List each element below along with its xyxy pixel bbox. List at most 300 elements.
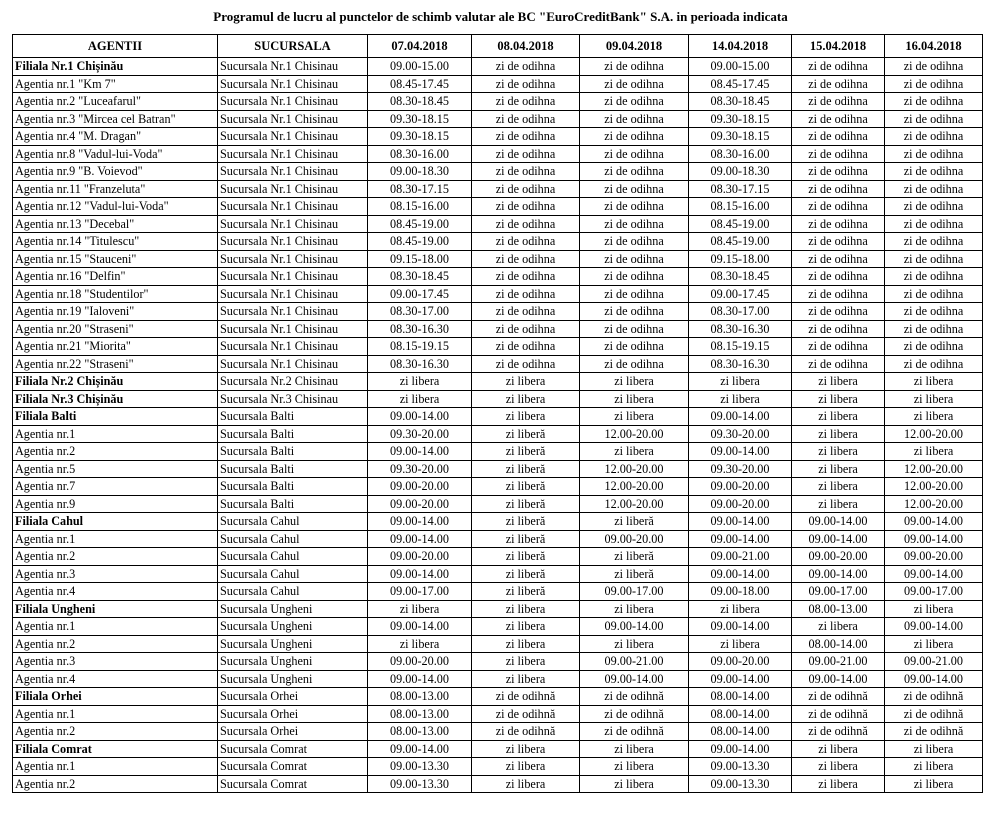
schedule-cell: 08.30-18.45 bbox=[368, 268, 472, 286]
table-row bbox=[13, 530, 983, 548]
schedule-cell: 09.00-20.00 bbox=[368, 653, 472, 671]
schedule-cell: zi de odihna bbox=[792, 198, 885, 216]
schedule-cell: 09.00-20.00 bbox=[689, 495, 792, 513]
table-row bbox=[13, 618, 983, 636]
schedule-cell: zi de odihna bbox=[792, 75, 885, 93]
schedule-table bbox=[12, 34, 983, 793]
schedule-cell: zi de odihna bbox=[472, 198, 580, 216]
schedule-cell: zi de odihna bbox=[792, 145, 885, 163]
schedule-cell: zi libera bbox=[792, 390, 885, 408]
schedule-cell: zi de odihnă bbox=[580, 705, 689, 723]
table-row bbox=[13, 58, 983, 76]
schedule-cell: zi libera bbox=[885, 600, 983, 618]
schedule-cell: 09.00-14.00 bbox=[689, 565, 792, 583]
schedule-cell: zi de odihna bbox=[472, 355, 580, 373]
schedule-cell: 09.00-14.00 bbox=[368, 513, 472, 531]
schedule-cell: 09.00-18.30 bbox=[368, 163, 472, 181]
schedule-cell: 08.30-16.30 bbox=[689, 320, 792, 338]
schedule-cell: zi libera bbox=[472, 635, 580, 653]
schedule-cell: 09.30-20.00 bbox=[689, 425, 792, 443]
schedule-cell: zi de odihna bbox=[580, 163, 689, 181]
schedule-cell: 09.30-18.15 bbox=[689, 110, 792, 128]
schedule-cell: zi de odihna bbox=[580, 285, 689, 303]
schedule-cell: zi liberă bbox=[472, 478, 580, 496]
schedule-cell: zi libera bbox=[472, 670, 580, 688]
branch-cell: Sucursala Nr.1 Chisinau bbox=[218, 250, 368, 268]
schedule-cell: 08.15-16.00 bbox=[368, 198, 472, 216]
branch-cell: Sucursala Nr.1 Chisinau bbox=[218, 285, 368, 303]
column-header-date: 07.04.2018 bbox=[368, 35, 472, 58]
table-row bbox=[13, 775, 983, 793]
table-row bbox=[13, 513, 983, 531]
schedule-cell: 09.00-14.00 bbox=[368, 530, 472, 548]
branch-cell: Sucursala Nr.1 Chisinau bbox=[218, 163, 368, 181]
schedule-cell: zi de odihna bbox=[472, 338, 580, 356]
agent-name-cell: Agentia nr.14 "Titulescu" bbox=[13, 233, 218, 251]
schedule-cell: 09.00-17.00 bbox=[885, 583, 983, 601]
branch-cell: Sucursala Ungheni bbox=[218, 670, 368, 688]
agent-name-cell: Agentia nr.11 "Franzeluta" bbox=[13, 180, 218, 198]
agent-name-cell: Agentia nr.2 bbox=[13, 443, 218, 461]
schedule-cell: 08.45-19.00 bbox=[689, 215, 792, 233]
schedule-cell: zi de odihna bbox=[580, 268, 689, 286]
schedule-cell: zi de odihna bbox=[792, 163, 885, 181]
agent-name-cell: Agentia nr.4 "M. Dragan" bbox=[13, 128, 218, 146]
schedule-cell: zi libera bbox=[580, 758, 689, 776]
agent-name-cell: Agentia nr.1 bbox=[13, 705, 218, 723]
agent-name-cell: Agentia nr.1 bbox=[13, 758, 218, 776]
schedule-cell: 08.00-14.00 bbox=[792, 635, 885, 653]
table-row bbox=[13, 425, 983, 443]
schedule-cell: zi de odihna bbox=[580, 128, 689, 146]
schedule-cell: zi libera bbox=[368, 390, 472, 408]
schedule-cell: zi de odihna bbox=[472, 128, 580, 146]
agent-name-cell: Agentia nr.1 bbox=[13, 530, 218, 548]
branch-cell: Sucursala Nr.3 Chisinau bbox=[218, 390, 368, 408]
schedule-cell: 09.00-14.00 bbox=[885, 670, 983, 688]
branch-cell: Sucursala Balti bbox=[218, 425, 368, 443]
schedule-cell: zi de odihna bbox=[792, 128, 885, 146]
schedule-cell: zi de odihnă bbox=[472, 688, 580, 706]
schedule-cell: zi libera bbox=[368, 600, 472, 618]
agent-name-cell: Agentia nr.2 bbox=[13, 775, 218, 793]
agent-name-cell: Agentia nr.2 bbox=[13, 548, 218, 566]
schedule-cell: 09.30-20.00 bbox=[368, 460, 472, 478]
schedule-cell: zi de odihna bbox=[472, 75, 580, 93]
schedule-cell: 08.15-16.00 bbox=[689, 198, 792, 216]
branch-cell: Sucursala Nr.1 Chisinau bbox=[218, 233, 368, 251]
table-row bbox=[13, 705, 983, 723]
schedule-cell: 09.00-17.45 bbox=[689, 285, 792, 303]
schedule-cell: zi libera bbox=[580, 373, 689, 391]
schedule-cell: zi de odihna bbox=[472, 163, 580, 181]
schedule-cell: 08.30-17.15 bbox=[689, 180, 792, 198]
schedule-cell: 09.00-20.00 bbox=[368, 478, 472, 496]
table-row bbox=[13, 250, 983, 268]
schedule-cell: zi de odihnă bbox=[885, 705, 983, 723]
schedule-cell: zi de odihna bbox=[792, 338, 885, 356]
table-row bbox=[13, 145, 983, 163]
schedule-cell: 08.00-14.00 bbox=[689, 705, 792, 723]
branch-cell: Sucursala Ungheni bbox=[218, 600, 368, 618]
agent-name-cell: Agentia nr.1 bbox=[13, 618, 218, 636]
branch-cell: Sucursala Nr.1 Chisinau bbox=[218, 75, 368, 93]
table-row bbox=[13, 373, 983, 391]
agent-name-cell: Agentia nr.21 "Miorita" bbox=[13, 338, 218, 356]
schedule-cell: 09.00-14.00 bbox=[368, 408, 472, 426]
schedule-cell: zi de odihnă bbox=[792, 705, 885, 723]
schedule-cell: 08.00-13.00 bbox=[368, 705, 472, 723]
schedule-cell: 09.00-14.00 bbox=[689, 443, 792, 461]
schedule-cell: 09.00-14.00 bbox=[580, 670, 689, 688]
schedule-cell: 08.30-18.45 bbox=[689, 268, 792, 286]
column-header-sucursala: SUCURSALA bbox=[218, 35, 368, 58]
schedule-cell: 09.00-21.00 bbox=[885, 653, 983, 671]
schedule-cell: zi de odihna bbox=[885, 233, 983, 251]
schedule-cell: zi libera bbox=[472, 758, 580, 776]
schedule-cell: zi de odihna bbox=[580, 355, 689, 373]
schedule-cell: zi de odihna bbox=[885, 58, 983, 76]
table-row bbox=[13, 583, 983, 601]
schedule-cell: zi de odihna bbox=[472, 215, 580, 233]
table-row bbox=[13, 670, 983, 688]
schedule-cell: zi de odihna bbox=[580, 110, 689, 128]
schedule-cell: 09.00-14.00 bbox=[368, 443, 472, 461]
schedule-cell: zi de odihna bbox=[792, 320, 885, 338]
schedule-cell: zi de odihnă bbox=[792, 723, 885, 741]
schedule-cell: 09.30-18.15 bbox=[368, 128, 472, 146]
schedule-cell: zi de odihna bbox=[792, 233, 885, 251]
schedule-cell: 09.00-21.00 bbox=[792, 653, 885, 671]
document-title: Programul de lucru al punctelor de schimb valutar ale BC "EuroCreditBank" S.A. in perioada indicata bbox=[213, 9, 788, 24]
schedule-cell: 12.00-20.00 bbox=[580, 495, 689, 513]
agent-name-cell: Filiala Nr.1 Chișinău bbox=[13, 58, 218, 76]
schedule-cell: zi libera bbox=[580, 408, 689, 426]
branch-cell: Sucursala Nr.1 Chisinau bbox=[218, 303, 368, 321]
schedule-cell: zi de odihna bbox=[580, 233, 689, 251]
branch-cell: Sucursala Cahul bbox=[218, 583, 368, 601]
schedule-cell: 09.00-18.00 bbox=[689, 583, 792, 601]
table-row bbox=[13, 653, 983, 671]
table-row bbox=[13, 758, 983, 776]
schedule-cell: zi libera bbox=[472, 618, 580, 636]
agent-name-cell: Agentia nr.2 bbox=[13, 635, 218, 653]
agent-name-cell: Agentia nr.2 bbox=[13, 723, 218, 741]
agent-name-cell: Agentia nr.1 bbox=[13, 425, 218, 443]
agent-name-cell: Agentia nr.9 "B. Voievod" bbox=[13, 163, 218, 181]
schedule-cell: zi de odihna bbox=[792, 180, 885, 198]
agent-name-cell: Filiala Comrat bbox=[13, 740, 218, 758]
table-row bbox=[13, 600, 983, 618]
schedule-cell: zi de odihna bbox=[472, 145, 580, 163]
schedule-cell: zi libera bbox=[885, 775, 983, 793]
schedule-cell: zi de odihna bbox=[580, 198, 689, 216]
schedule-cell: zi liberă bbox=[472, 548, 580, 566]
schedule-cell: zi de odihna bbox=[580, 145, 689, 163]
schedule-cell: zi de odihna bbox=[472, 93, 580, 111]
agent-name-cell: Agentia nr.4 bbox=[13, 583, 218, 601]
schedule-cell: zi libera bbox=[792, 460, 885, 478]
schedule-cell: zi libera bbox=[792, 408, 885, 426]
schedule-cell: zi libera bbox=[792, 618, 885, 636]
schedule-cell: zi de odihna bbox=[885, 110, 983, 128]
table-row bbox=[13, 75, 983, 93]
schedule-cell: zi liberă bbox=[472, 443, 580, 461]
agent-name-cell: Filiala Nr.2 Chișinău bbox=[13, 373, 218, 391]
table-row bbox=[13, 180, 983, 198]
schedule-cell: 09.00-15.00 bbox=[368, 58, 472, 76]
schedule-cell: 08.45-17.45 bbox=[368, 75, 472, 93]
agent-name-cell: Agentia nr.5 bbox=[13, 460, 218, 478]
schedule-cell: zi de odihna bbox=[580, 303, 689, 321]
schedule-cell: zi de odihna bbox=[885, 250, 983, 268]
schedule-cell: 09.00-13.30 bbox=[368, 758, 472, 776]
branch-cell: Sucursala Ungheni bbox=[218, 653, 368, 671]
agent-name-cell: Agentia nr.18 "Studentilor" bbox=[13, 285, 218, 303]
schedule-cell: 09.00-14.00 bbox=[885, 513, 983, 531]
schedule-cell: zi liberă bbox=[472, 583, 580, 601]
schedule-cell: zi de odihna bbox=[885, 303, 983, 321]
schedule-cell: zi libera bbox=[472, 390, 580, 408]
table-row bbox=[13, 233, 983, 251]
schedule-cell: zi de odihna bbox=[792, 215, 885, 233]
table-row bbox=[13, 740, 983, 758]
schedule-cell: 12.00-20.00 bbox=[885, 495, 983, 513]
schedule-cell: zi de odihna bbox=[885, 180, 983, 198]
column-header-date: 08.04.2018 bbox=[472, 35, 580, 58]
schedule-body bbox=[13, 58, 983, 793]
schedule-cell: 12.00-20.00 bbox=[885, 425, 983, 443]
schedule-cell: 08.00-13.00 bbox=[368, 688, 472, 706]
schedule-cell: 12.00-20.00 bbox=[885, 460, 983, 478]
schedule-cell: zi libera bbox=[472, 775, 580, 793]
branch-cell: Sucursala Nr.1 Chisinau bbox=[218, 110, 368, 128]
branch-cell: Sucursala Comrat bbox=[218, 740, 368, 758]
column-header-date: 16.04.2018 bbox=[885, 35, 983, 58]
schedule-cell: zi libera bbox=[689, 600, 792, 618]
schedule-cell: zi de odihna bbox=[580, 320, 689, 338]
schedule-cell: 09.00-20.00 bbox=[792, 548, 885, 566]
schedule-cell: zi liberă bbox=[580, 548, 689, 566]
schedule-cell: 08.15-19.15 bbox=[368, 338, 472, 356]
schedule-cell: zi de odihna bbox=[792, 268, 885, 286]
schedule-cell: 09.00-18.30 bbox=[689, 163, 792, 181]
schedule-cell: zi de odihna bbox=[580, 250, 689, 268]
branch-cell: Sucursala Orhei bbox=[218, 688, 368, 706]
schedule-cell: 09.00-14.00 bbox=[885, 618, 983, 636]
branch-cell: Sucursala Ungheni bbox=[218, 635, 368, 653]
schedule-cell: 09.15-18.00 bbox=[368, 250, 472, 268]
branch-cell: Sucursala Comrat bbox=[218, 758, 368, 776]
schedule-cell: zi de odihna bbox=[885, 285, 983, 303]
schedule-cell: 08.15-19.15 bbox=[689, 338, 792, 356]
schedule-cell: zi de odihna bbox=[580, 338, 689, 356]
agent-name-cell: Agentia nr.22 "Straseni" bbox=[13, 355, 218, 373]
branch-cell: Sucursala Comrat bbox=[218, 775, 368, 793]
schedule-cell: zi libera bbox=[885, 408, 983, 426]
schedule-cell: zi liberă bbox=[580, 513, 689, 531]
schedule-cell: zi liberă bbox=[472, 460, 580, 478]
agent-name-cell: Agentia nr.3 bbox=[13, 653, 218, 671]
branch-cell: Sucursala Cahul bbox=[218, 513, 368, 531]
agent-name-cell: Filiala Cahul bbox=[13, 513, 218, 531]
branch-cell: Sucursala Ungheni bbox=[218, 618, 368, 636]
branch-cell: Sucursala Orhei bbox=[218, 705, 368, 723]
schedule-cell: zi de odihna bbox=[472, 303, 580, 321]
branch-cell: Sucursala Nr.1 Chisinau bbox=[218, 320, 368, 338]
schedule-cell: zi liberă bbox=[472, 530, 580, 548]
schedule-cell: zi de odihna bbox=[792, 355, 885, 373]
schedule-cell: zi de odihna bbox=[885, 75, 983, 93]
schedule-cell: 09.00-14.00 bbox=[689, 530, 792, 548]
branch-cell: Sucursala Nr.1 Chisinau bbox=[218, 128, 368, 146]
schedule-cell: 09.00-17.00 bbox=[368, 583, 472, 601]
schedule-cell: 09.00-20.00 bbox=[580, 530, 689, 548]
schedule-cell: zi libera bbox=[792, 758, 885, 776]
schedule-cell: zi de odihna bbox=[885, 145, 983, 163]
schedule-cell: zi liberă bbox=[580, 565, 689, 583]
schedule-cell: 09.00-13.30 bbox=[689, 775, 792, 793]
schedule-cell: zi liberă bbox=[472, 565, 580, 583]
schedule-cell: zi libera bbox=[885, 390, 983, 408]
schedule-cell: 09.00-20.00 bbox=[689, 478, 792, 496]
schedule-cell: 08.30-17.15 bbox=[368, 180, 472, 198]
table-row bbox=[13, 548, 983, 566]
table-row bbox=[13, 128, 983, 146]
schedule-cell: zi libera bbox=[472, 740, 580, 758]
schedule-cell: zi de odihnă bbox=[885, 723, 983, 741]
schedule-cell: zi libera bbox=[792, 425, 885, 443]
schedule-cell: zi de odihna bbox=[472, 180, 580, 198]
schedule-cell: zi de odihna bbox=[472, 268, 580, 286]
schedule-cell: zi de odihna bbox=[792, 58, 885, 76]
table-row bbox=[13, 723, 983, 741]
agent-name-cell: Agentia nr.4 bbox=[13, 670, 218, 688]
schedule-cell: zi libera bbox=[792, 443, 885, 461]
branch-cell: Sucursala Orhei bbox=[218, 723, 368, 741]
agent-name-cell: Agentia nr.16 "Delfin" bbox=[13, 268, 218, 286]
table-row bbox=[13, 408, 983, 426]
schedule-cell: 09.00-14.00 bbox=[689, 670, 792, 688]
schedule-cell: zi de odihna bbox=[885, 163, 983, 181]
schedule-cell: zi libera bbox=[792, 740, 885, 758]
schedule-cell: 08.45-19.00 bbox=[689, 233, 792, 251]
schedule-cell: 09.00-14.00 bbox=[689, 740, 792, 758]
schedule-cell: 09.00-13.30 bbox=[368, 775, 472, 793]
schedule-cell: 09.00-17.00 bbox=[792, 583, 885, 601]
schedule-cell: zi de odihna bbox=[885, 128, 983, 146]
branch-cell: Sucursala Cahul bbox=[218, 548, 368, 566]
schedule-cell: 08.30-17.00 bbox=[368, 303, 472, 321]
schedule-cell: zi libera bbox=[472, 653, 580, 671]
branch-cell: Sucursala Nr.2 Chisinau bbox=[218, 373, 368, 391]
schedule-cell: zi libera bbox=[885, 758, 983, 776]
schedule-cell: zi de odihnă bbox=[580, 688, 689, 706]
agent-name-cell: Filiala Nr.3 Chișinău bbox=[13, 390, 218, 408]
branch-cell: Sucursala Nr.1 Chisinau bbox=[218, 58, 368, 76]
schedule-cell: zi de odihna bbox=[792, 303, 885, 321]
schedule-cell: zi de odihna bbox=[885, 215, 983, 233]
schedule-cell: 08.30-16.00 bbox=[689, 145, 792, 163]
table-row bbox=[13, 285, 983, 303]
schedule-cell: 09.30-20.00 bbox=[368, 425, 472, 443]
branch-cell: Sucursala Nr.1 Chisinau bbox=[218, 145, 368, 163]
schedule-cell: zi libera bbox=[689, 635, 792, 653]
schedule-cell: zi de odihnă bbox=[885, 688, 983, 706]
table-row bbox=[13, 495, 983, 513]
schedule-cell: 09.15-18.00 bbox=[689, 250, 792, 268]
schedule-cell: 08.30-16.30 bbox=[689, 355, 792, 373]
schedule-cell: 09.00-20.00 bbox=[885, 548, 983, 566]
branch-cell: Sucursala Balti bbox=[218, 495, 368, 513]
column-header-date: 15.04.2018 bbox=[792, 35, 885, 58]
table-row bbox=[13, 635, 983, 653]
branch-cell: Sucursala Balti bbox=[218, 460, 368, 478]
branch-cell: Sucursala Nr.1 Chisinau bbox=[218, 180, 368, 198]
agent-name-cell: Agentia nr.3 bbox=[13, 565, 218, 583]
schedule-cell: zi de odihna bbox=[472, 233, 580, 251]
schedule-cell: 09.00-14.00 bbox=[368, 740, 472, 758]
schedule-cell: zi libera bbox=[368, 635, 472, 653]
agent-name-cell: Agentia nr.13 "Decebal" bbox=[13, 215, 218, 233]
schedule-cell: zi de odihnă bbox=[580, 723, 689, 741]
schedule-cell: 09.00-13.30 bbox=[689, 758, 792, 776]
branch-cell: Sucursala Nr.1 Chisinau bbox=[218, 215, 368, 233]
branch-cell: Sucursala Nr.1 Chisinau bbox=[218, 268, 368, 286]
schedule-cell: zi de odihna bbox=[885, 198, 983, 216]
schedule-cell: zi de odihna bbox=[792, 250, 885, 268]
agent-name-cell: Agentia nr.2 "Luceafarul" bbox=[13, 93, 218, 111]
schedule-cell: 08.00-14.00 bbox=[689, 688, 792, 706]
schedule-cell: 09.00-21.00 bbox=[580, 653, 689, 671]
branch-cell: Sucursala Cahul bbox=[218, 530, 368, 548]
schedule-cell: zi libera bbox=[885, 740, 983, 758]
schedule-cell: zi de odihna bbox=[792, 110, 885, 128]
schedule-cell: 09.00-14.00 bbox=[580, 618, 689, 636]
branch-cell: Sucursala Nr.1 Chisinau bbox=[218, 355, 368, 373]
schedule-cell: zi de odihna bbox=[580, 93, 689, 111]
header-row bbox=[13, 35, 983, 58]
schedule-cell: 09.30-18.15 bbox=[368, 110, 472, 128]
schedule-cell: zi de odihna bbox=[885, 93, 983, 111]
schedule-cell: 09.00-20.00 bbox=[368, 548, 472, 566]
branch-cell: Sucursala Nr.1 Chisinau bbox=[218, 338, 368, 356]
schedule-cell: zi libera bbox=[885, 373, 983, 391]
schedule-cell: zi de odihna bbox=[580, 215, 689, 233]
schedule-cell: 09.00-14.00 bbox=[689, 513, 792, 531]
agent-name-cell: Filiala Ungheni bbox=[13, 600, 218, 618]
schedule-cell: zi libera bbox=[368, 373, 472, 391]
branch-cell: Sucursala Balti bbox=[218, 408, 368, 426]
schedule-cell: zi libera bbox=[472, 600, 580, 618]
schedule-cell: zi libera bbox=[580, 635, 689, 653]
schedule-cell: 09.30-20.00 bbox=[689, 460, 792, 478]
schedule-cell: 08.00-13.00 bbox=[368, 723, 472, 741]
schedule-cell: zi libera bbox=[885, 635, 983, 653]
schedule-cell: 08.45-19.00 bbox=[368, 233, 472, 251]
schedule-cell: zi libera bbox=[689, 390, 792, 408]
agent-name-cell: Agentia nr.20 "Straseni" bbox=[13, 320, 218, 338]
schedule-cell: 08.45-17.45 bbox=[689, 75, 792, 93]
schedule-cell: 08.00-13.00 bbox=[792, 600, 885, 618]
schedule-cell: zi libera bbox=[885, 443, 983, 461]
schedule-cell: zi de odihna bbox=[472, 250, 580, 268]
schedule-cell: zi de odihna bbox=[885, 338, 983, 356]
schedule-cell: 08.30-17.00 bbox=[689, 303, 792, 321]
schedule-cell: zi de odihna bbox=[472, 110, 580, 128]
schedule-cell: zi de odihnă bbox=[472, 705, 580, 723]
schedule-cell: zi de odihnă bbox=[472, 723, 580, 741]
